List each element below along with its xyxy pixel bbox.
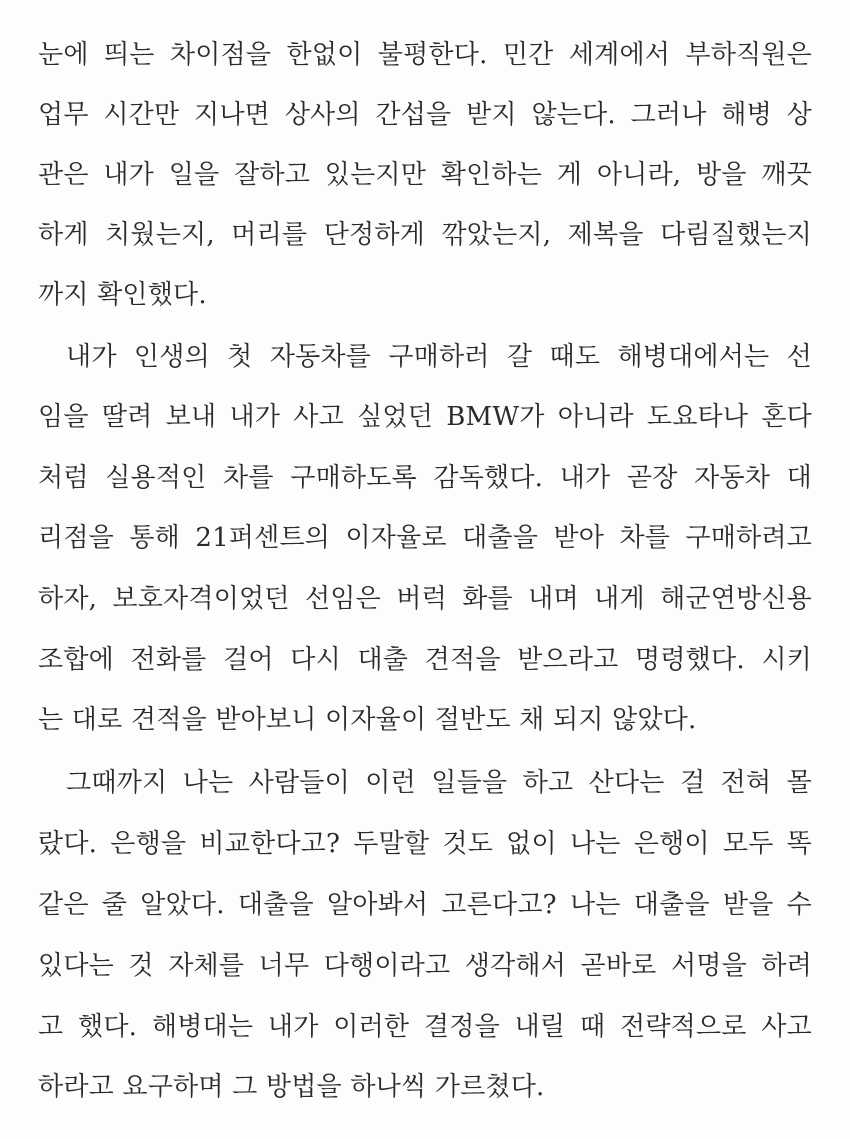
text-line: 임을 딸려 보내 내가 사고 싶었던 BMW가 아니라 도요타나 혼다 (38, 402, 812, 432)
text-line: 처럼 실용적인 차를 구매하도록 감독했다. 내가 곧장 자동차 대 (38, 463, 812, 493)
text-line: 같은 줄 알았다. 대출을 알아봐서 고른다고? 나는 대출을 받을 수 (38, 890, 812, 920)
text-line: 있다는 것 자체를 너무 다행이라고 생각해서 곧바로 서명을 하려 (38, 951, 812, 981)
text-line: 관은 내가 일을 잘하고 있는지만 확인하는 게 아니라, 방을 깨끗 (38, 160, 812, 190)
text-line: 하게 치웠는지, 머리를 단정하게 깎았는지, 제복을 다림질했는지 (38, 220, 812, 250)
text-line: 하라고 요구하며 그 방법을 하나씩 가르쳤다. (38, 1072, 545, 1102)
text-line: 고 했다. 해병대는 내가 이러한 결정을 내릴 때 전략적으로 사고 (38, 1012, 812, 1042)
text-line: 는 대로 견적을 받아보니 이자율이 절반도 채 되지 않았다. (38, 705, 697, 735)
text-line: 업무 시간만 지나면 상사의 간섭을 받지 않는다. 그러나 해병 상 (38, 100, 812, 130)
text-line: 리점을 통해 21퍼센트의 이자율로 대출을 받아 차를 구매하려고 (38, 523, 812, 553)
text-line: 까지 확인했다. (38, 280, 207, 310)
text-line: 조합에 전화를 걸어 다시 대출 견적을 받으라고 명령했다. 시키 (38, 645, 812, 675)
text-line: 하자, 보호자격이었던 선임은 버럭 화를 내며 내게 해군연방신용 (38, 584, 812, 614)
text-line: 내가 인생의 첫 자동차를 구매하러 갈 때도 해병대에서는 선 (66, 342, 812, 372)
text-line: 그때까지 나는 사람들이 이런 일들을 하고 산다는 걸 전혀 몰 (66, 768, 812, 798)
text-line: 랐다. 은행을 비교한다고? 두말할 것도 없이 나는 은행이 모두 똑 (38, 829, 812, 859)
text-line: 눈에 띄는 차이점을 한없이 불평한다. 민간 세계에서 부하직원은 (38, 40, 812, 70)
